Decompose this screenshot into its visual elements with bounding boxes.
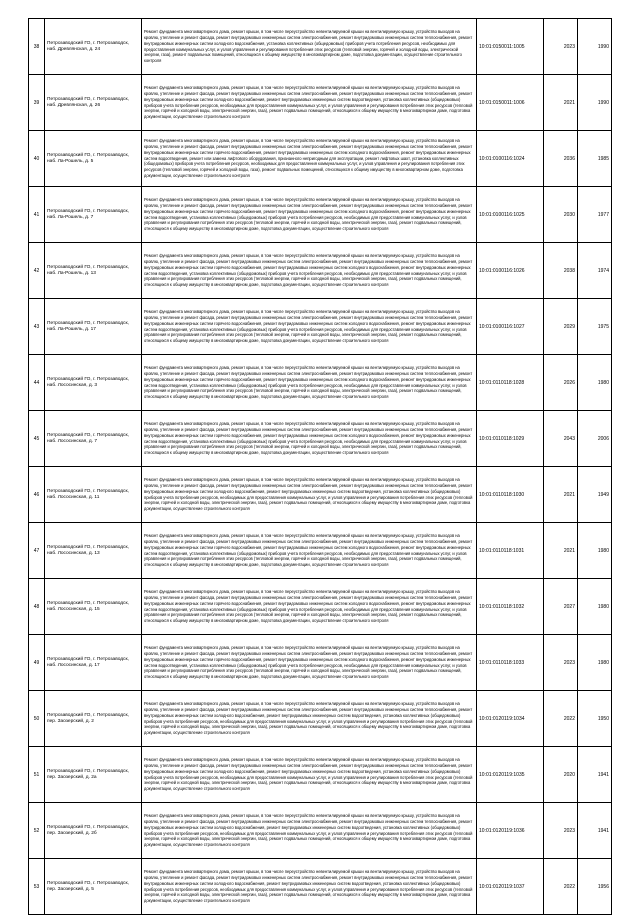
table-row: [29, 299, 612, 355]
build-year-cell: 1941: [578, 747, 612, 803]
address-cell: Петрозаводский ГО, г. Петрозаводск, наб. Ла-Рошель, д. 13: [45, 243, 142, 299]
cadastre-cell: 10:01:0110118:1030: [477, 467, 544, 523]
table-row: [29, 75, 612, 131]
repair-schedule-table: [28, 18, 612, 915]
works-text: Ремонт фундамента многоквартирного дома, ремонт крыши, в том числе переустройство невентилируемой крыши на вентилируемую крышу, устройство выходов на кровлю, утепление и ремонт фасада, ремонт внутридомовых инженерных систем электроснабжения, ремонт внутридомовых инженерных систем теплоснабжения, ремонт внутридомовых инженерных систем холодного водоснабжения, ремонт внутридомовых инженерных систем водоотведения, установка коллективных (общедомовых) приборов учета потребления ресурсов, необходимых для предоставления коммунальных услуг, и узлов управления и регулирования потребления этих ресурсов (тепловой энергии, горячей и холодной воды, электрической энергии, газа), ремонт подвальных помещений, относящихся к общему имуществу в многоквартирном доме, подготовка документации, осуществление строительного контроля: [144, 812, 473, 848]
row-number: 38: [29, 19, 45, 75]
table-row: [29, 243, 612, 299]
row-number: 53: [29, 859, 45, 915]
table-row: [29, 19, 612, 75]
cadastre-cell: 10:01:0120119:1037: [477, 859, 544, 915]
works-text: Ремонт фундамента многоквартирного дома, ремонт крыши, в том числе переустройство невентилируемой крыши на вентилируемую крышу, устройство выходов на кровлю, утепление и ремонт фасада, ремонт внутридомовых инженерных систем электроснабжения, ремонт внутридомовых инженерных систем теплоснабжения, ремонт внутридомовых инженерных систем холодного водоснабжения, ремонт внутридомовых инженерных систем водоотведения, установка коллективных (общедомовых) приборов учета потребления ресурсов, необходимых для предоставления коммунальных услуг, и узлов управления и регулирования потребления этих ресурсов (тепловой энергии, горячей и холодной воды, электрической энергии, газа), ремонт подвальных помещений, относящихся к общему имуществу в многоквартирном доме, подготовка документации, осуществление строительного контроля: [144, 756, 473, 792]
build-year-cell: 1990: [578, 19, 612, 75]
works-text: Ремонт фундамента многоквартирного дома, ремонт крыши, в том числе переустройство невентилируемой крыши на вентилируемую крышу, устройство выходов на кровлю, утепление и ремонт фасада, ремонт внутридомовых инженерных систем электроснабжения, ремонт внутридомовых инженерных систем теплоснабжения, ремонт внутридомовых инженерных систем горячего водоснабжения, ремонт внутридомовых инженерных систем холодного водоснабжения, ремонт внутридомовых инженерных систем водоотведения, установка коллективных (общедомовых) приборов учета потребления ресурсов, необходимых для предоставления коммунальных услуг, и узлов управления и регулирования потребления этих ресурсов (тепловой энергии, горячей и холодной воды, электрической энергии, газа), ремонт подвальных помещений, относящихся к общему имуществу в многоквартирном доме, подготовка документации, осуществление строительного контроля: [144, 308, 473, 344]
address-cell: Петрозаводский ГО, г. Петрозаводск, наб. Лососинская, д. 15: [45, 579, 142, 635]
works-cell: [142, 131, 477, 187]
cadastre-cell: 10:01:0120119:1036: [477, 803, 544, 859]
works-cell: [142, 299, 477, 355]
planned-year-cell: 2043: [544, 411, 578, 467]
works-text: Ремонт фундамента многоквартирного дома, ремонт крыши, в том числе переустройство невентилируемой крыши на вентилируемую крышу, устройство выходов на кровлю, утепление и ремонт фасада, ремонт внутридомовых инженерных систем электроснабжения, ремонт внутридомовых инженерных систем теплоснабжения, ремонт внутридомовых инженерных систем холодного водоснабжения, ремонт внутридомовых инженерных систем водоотведения, установка коллективных (общедомовых) приборов учета потребления ресурсов, необходимых для предоставления коммунальных услуг, и узлов управления и регулирования потребления этих ресурсов (тепловой энергии, горячей и холодной воды, электрической энергии, газа), ремонт подвальных помещений, относящихся к общему имуществу в многоквартирном доме, подготовка документации, осуществление строительного контроля: [144, 700, 473, 736]
table-row: [29, 635, 612, 691]
works-cell: [142, 187, 477, 243]
address-cell: Петрозаводский ГО, г. Петрозаводск, пер. Заозерский, д. 5: [45, 859, 142, 915]
works-text: Ремонт фундамента многоквартирного дома, ремонт крыши, в том числе переустройство невентилируемой крыши на вентилируемую крышу, устройство выходов на кровлю, утепление и ремонт фасада, ремонт внутридомовых инженерных систем электроснабжения, ремонт внутридомовых инженерных систем теплоснабжения, ремонт внутридомовых инженерных систем холодного водоснабжения, установка коллективных (общедомовых) приборов учета потребления ресурсов, необходимых для предоставления коммунальных услуг, и узлов управления и регулирования потребления этих ресурсов (тепловой энергии, горячей и холодной воды, электрической энергии, газа), ремонт подвальных помещений, относящихся к общему имуществу в многоквартирном доме, подготовка документации, осуществление строительного контроля: [144, 28, 473, 64]
address-cell: Петрозаводский ГО, г. Петрозаводск, наб. Лососинская, д. 3: [45, 355, 142, 411]
works-text: Ремонт фундамента многоквартирного дома, ремонт крыши, в том числе переустройство невентилируемой крыши на вентилируемую крышу, устройство выходов на кровлю, утепление и ремонт фасада, ремонт внутридомовых инженерных систем электроснабжения, ремонт внутридомовых инженерных систем теплоснабжения, ремонт внутридомовых инженерных систем горячего водоснабжения, ремонт внутридомовых инженерных систем холодного водоснабжения, ремонт внутридомовых инженерных систем водоотведения, установка коллективных (общедомовых) приборов учета потребления ресурсов, необходимых для предоставления коммунальных услуг, и узлов управления и регулирования потребления этих ресурсов (тепловой энергии, горячей и холодной воды, электрической энергии, газа), ремонт подвальных помещений, относящихся к общему имуществу в многоквартирном доме, подготовка документации, осуществление строительного контроля: [144, 532, 473, 568]
works-cell: [142, 243, 477, 299]
row-number: 41: [29, 187, 45, 243]
build-year-cell: 1941: [578, 803, 612, 859]
planned-year-cell: 2038: [544, 243, 578, 299]
row-number: 40: [29, 131, 45, 187]
works-text: Ремонт фундамента многоквартирного дома, ремонт крыши, в том числе переустройство невентилируемой крыши на вентилируемую крышу, устройство выходов на кровлю, утепление и ремонт фасада, ремонт внутридомовых инженерных систем электроснабжения, ремонт внутридомовых инженерных систем теплоснабжения, ремонт внутридомовых инженерных систем горячего водоснабжения, ремонт внутридомовых инженерных систем холодного водоснабжения, ремонт внутридомовых инженерных систем водоотведения, установка коллективных (общедомовых) приборов учета потребления ресурсов, необходимых для предоставления коммунальных услуг, и узлов управления и регулирования потребления этих ресурсов (тепловой энергии, горячей и холодной воды, электрической энергии, газа), ремонт подвальных помещений, относящихся к общему имуществу в многоквартирном доме, подготовка документации, осуществление строительного контроля: [144, 196, 473, 232]
row-number: 45: [29, 411, 45, 467]
cadastre-cell: 10:01:0100116:1025: [477, 187, 544, 243]
address-cell: Петрозаводский ГО, г. Петрозаводск, пер. Заозерский, д. 2а: [45, 747, 142, 803]
planned-year-cell: 2036: [544, 131, 578, 187]
cadastre-cell: 10:01:0100116:1027: [477, 299, 544, 355]
build-year-cell: 1950: [578, 691, 612, 747]
works-text: Ремонт фундамента многоквартирного дома, ремонт крыши, в том числе переустройство невентилируемой крыши на вентилируемую крышу, устройство выходов на кровлю, утепление и ремонт фасада, ремонт внутридомовых инженерных систем электроснабжения, ремонт внутридомовых инженерных систем теплоснабжения, ремонт внутридомовых инженерных систем холодного водоснабжения, ремонт внутридомовых инженерных систем водоотведения, установка коллективных (общедомовых) приборов учета потребления ресурсов, необходимых для предоставления коммунальных услуг, и узлов управления и регулирования потребления этих ресурсов (тепловой энергии, горячей и холодной воды, электрической энергии, газа), ремонт подвальных помещений, относящихся к общему имуществу в многоквартирном доме, подготовка документации, осуществление строительного контроля: [144, 868, 473, 904]
works-cell: [142, 411, 477, 467]
planned-year-cell: 2027: [544, 579, 578, 635]
planned-year-cell: 2023: [544, 803, 578, 859]
works-text: Ремонт фундамента многоквартирного дома, ремонт крыши, в том числе переустройство невентилируемой крыши на вентилируемую крышу, устройство выходов на кровлю, утепление и ремонт фасада, ремонт внутридомовых инженерных систем электроснабжения, ремонт внутридомовых инженерных систем теплоснабжения, ремонт внутридомовых инженерных систем горячего водоснабжения, ремонт внутридомовых инженерных систем холодного водоснабжения, ремонт внутридомовых инженерных систем водоотведения, установка коллективных (общедомовых) приборов учета потребления ресурсов, необходимых для предоставления коммунальных услуг, и узлов управления и регулирования потребления этих ресурсов (тепловой энергии, горячей и холодной воды, электрической энергии, газа), ремонт подвальных помещений, относящихся к общему имуществу в многоквартирном доме, подготовка документации, осуществление строительного контроля: [144, 420, 473, 456]
planned-year-cell: 2021: [544, 523, 578, 579]
build-year-cell: 1980: [578, 523, 612, 579]
row-number: 49: [29, 635, 45, 691]
address-cell: Петрозаводский ГО, г. Петрозаводск, пер. Заозерский, д. 2б: [45, 803, 142, 859]
build-year-cell: 1956: [578, 859, 612, 915]
cadastre-cell: 10:01:0110118:1031: [477, 523, 544, 579]
table-row: [29, 411, 612, 467]
row-number: 46: [29, 467, 45, 523]
cadastre-cell: 10:01:0120119:1035: [477, 747, 544, 803]
address-cell: Петрозаводский ГО, г. Петрозаводск, наб. Ла-Рошель, д. 5: [45, 131, 142, 187]
works-cell: [142, 691, 477, 747]
build-year-cell: 1980: [578, 635, 612, 691]
build-year-cell: 1985: [578, 131, 612, 187]
row-number: 39: [29, 75, 45, 131]
table-row: [29, 131, 612, 187]
planned-year-cell: 2020: [544, 747, 578, 803]
address-cell: Петрозаводский ГО, г. Петрозаводск, наб. Древлянская, д. 24: [45, 19, 142, 75]
build-year-cell: 1990: [578, 75, 612, 131]
build-year-cell: 1980: [578, 579, 612, 635]
address-cell: Петрозаводский ГО, г. Петрозаводск, наб. Лососинская, д. 17: [45, 635, 142, 691]
cadastre-cell: 10:01:0150011:1006: [477, 75, 544, 131]
row-number: 51: [29, 747, 45, 803]
works-text: Ремонт фундамента многоквартирного дома, ремонт крыши, в том числе переустройство невентилируемой крыши на вентилируемую крышу, устройство выходов на кровлю, утепление и ремонт фасада, ремонт внутридомовых инженерных систем электроснабжения, ремонт внутридомовых инженерных систем теплоснабжения, ремонт внутридомовых инженерных систем горячего водоснабжения, ремонт внутридомовых инженерных систем холодного водоснабжения, ремонт внутридомовых инженерных систем водоотведения, установка коллективных (общедомовых) приборов учета потребления ресурсов, необходимых для предоставления коммунальных услуг, и узлов управления и регулирования потребления этих ресурсов (тепловой энергии, горячей и холодной воды, электрической энергии, газа), ремонт подвальных помещений, относящихся к общему имуществу в многоквартирном доме, подготовка документации, осуществление строительного контроля: [144, 252, 473, 288]
works-cell: [142, 75, 477, 131]
build-year-cell: 1980: [578, 355, 612, 411]
works-cell: [142, 859, 477, 915]
row-number: 44: [29, 355, 45, 411]
works-text: Ремонт фундамента многоквартирного дома, ремонт крыши, в том числе переустройство невентилируемой крыши на вентилируемую крышу, устройство выходов на кровлю, утепление и ремонт фасада, ремонт внутридомовых инженерных систем электроснабжения, ремонт внутридомовых инженерных систем теплоснабжения, ремонт внутридомовых инженерных систем горячего водоснабжения, ремонт внутридомовых инженерных систем холодного водоснабжения, ремонт внутридомовых инженерных систем водоотведения, установка коллективных (общедомовых) приборов учета потребления ресурсов, необходимых для предоставления коммунальных услуг, и узлов управления и регулирования потребления этих ресурсов (тепловой энергии, горячей и холодной воды, электрической энергии, газа), ремонт подвальных помещений, относящихся к общему имуществу в многоквартирном доме, подготовка документации, осуществление строительного контроля: [144, 588, 473, 624]
works-text: Ремонт фундамента многоквартирного дома, ремонт крыши, в том числе переустройство невентилируемой крыши на вентилируемую крышу, устройство выходов на кровлю, утепление и ремонт фасада, ремонт внутридомовых инженерных систем электроснабжения, ремонт внутридомовых инженерных систем теплоснабжения, ремонт внутридомовых инженерных систем горячего водоснабжения, ремонт внутридомовых инженерных систем холодного водоснабжения, ремонт внутридомовых инженерных систем водоотведения, установка коллективных (общедомовых) приборов учета потребления ресурсов, необходимых для предоставления коммунальных услуг, и узлов управления и регулирования потребления этих ресурсов (тепловой энергии, горячей и холодной воды, электрической энергии, газа), ремонт подвальных помещений, относящихся к общему имуществу в многоквартирном доме, подготовка документации, осуществление строительного контроля: [144, 364, 473, 400]
table-row: [29, 523, 612, 579]
address-cell: Петрозаводский ГО, г. Петрозаводск, наб. Лососинская, д. 7: [45, 411, 142, 467]
planned-year-cell: 2029: [544, 299, 578, 355]
planned-year-cell: 2021: [544, 467, 578, 523]
works-cell: [142, 747, 477, 803]
cadastre-cell: 10:01:0110118:1029: [477, 411, 544, 467]
works-cell: [142, 467, 477, 523]
table-row: [29, 691, 612, 747]
works-cell: [142, 803, 477, 859]
address-cell: Петрозаводский ГО, г. Петрозаводск, наб. Ла-Рошель, д. 17: [45, 299, 142, 355]
address-cell: Петрозаводский ГО, г. Петрозаводск, наб. Древлянская, д. 26: [45, 75, 142, 131]
table-row: [29, 579, 612, 635]
works-text: Ремонт фундамента многоквартирного дома, ремонт крыши, в том числе переустройство невентилируемой крыши на вентилируемую крышу, устройство выходов на кровлю, утепление и ремонт фасада, ремонт внутридомовых инженерных систем электроснабжения, ремонт внутридомовых инженерных систем теплоснабжения, ремонт внутридомовых инженерных систем горячего водоснабжения, ремонт внутридомовых инженерных систем холодного водоснабжения, ремонт внутридомовых инженерных систем водоотведения, установка коллективных (общедомовых) приборов учета потребления ресурсов, необходимых для предоставления коммунальных услуг, и узлов управления и регулирования потребления этих ресурсов (тепловой энергии, горячей и холодной воды, электрической энергии, газа), ремонт подвальных помещений, относящихся к общему имуществу в многоквартирном доме, подготовка документации, осуществление строительного контроля: [144, 644, 473, 680]
table-row: [29, 467, 612, 523]
address-cell: Петрозаводский ГО, г. Петрозаводск, пер. Заозерский, д. 2: [45, 691, 142, 747]
row-number: 52: [29, 803, 45, 859]
table-row: [29, 803, 612, 859]
planned-year-cell: 2022: [544, 691, 578, 747]
works-cell: [142, 19, 477, 75]
works-cell: [142, 355, 477, 411]
works-cell: [142, 523, 477, 579]
works-cell: [142, 579, 477, 635]
build-year-cell: 1974: [578, 243, 612, 299]
cadastre-cell: 10:01:0110118:1028: [477, 355, 544, 411]
planned-year-cell: 2021: [544, 75, 578, 131]
table-row: [29, 747, 612, 803]
cadastre-cell: 10:01:0120119:1034: [477, 691, 544, 747]
build-year-cell: 2006: [578, 411, 612, 467]
row-number: 48: [29, 579, 45, 635]
cadastre-cell: 10:01:0100116:1026: [477, 243, 544, 299]
build-year-cell: 1977: [578, 187, 612, 243]
planned-year-cell: 2023: [544, 635, 578, 691]
table-row: [29, 859, 612, 915]
cadastre-cell: 10:01:0150011:1005: [477, 19, 544, 75]
planned-year-cell: 2023: [544, 19, 578, 75]
table-row: [29, 187, 612, 243]
table-body: [29, 19, 612, 915]
works-text: Ремонт фундамента многоквартирного дома, ремонт крыши, в том числе переустройство невентилируемой крыши на вентилируемую крышу, устройство выходов на кровлю, утепление и ремонт фасада, ремонт внутридомовых инженерных систем электроснабжения, ремонт внутридомовых инженерных систем теплоснабжения, ремонт внутридомовых инженерных систем холодного водоснабжения, ремонт внутридомовых инженерных систем водоотведения, установка коллективных (общедомовых) приборов учета потребления ресурсов, необходимых для предоставления коммунальных услуг, и узлов управления и регулирования потребления этих ресурсов (тепловой энергии, горячей и холодной воды, электрической энергии, газа), ремонт подвальных помещений, относящихся к общему имуществу в многоквартирном доме, подготовка документации, осуществление строительного контроля: [144, 476, 473, 512]
cadastre-cell: 10:01:0110118:1032: [477, 579, 544, 635]
address-cell: Петрозаводский ГО, г. Петрозаводск, наб. Лососинская, д. 13: [45, 523, 142, 579]
row-number: 50: [29, 691, 45, 747]
row-number: 47: [29, 523, 45, 579]
works-cell: [142, 635, 477, 691]
planned-year-cell: 2030: [544, 187, 578, 243]
row-number: 42: [29, 243, 45, 299]
works-text: Ремонт фундамента многоквартирного дома, ремонт крыши, в том числе переустройство невентилируемой крыши на вентилируемую крышу, устройство выходов на кровлю, утепление и ремонт фасада, ремонт внутридомовых инженерных систем электроснабжения, ремонт внутридомовых инженерных систем теплоснабжения, ремонт внутридомовых инженерных систем холодного водоснабжения, ремонт внутридомовых инженерных систем водоотведения, установка коллективных (общедомовых) приборов учета потребления ресурсов, необходимых для предоставления коммунальных услуг, и узлов управления и регулирования потребления этих ресурсов (тепловой энергии, горячей и холодной воды, электрической энергии, газа), ремонт подвальных помещений, относящихся к общему имуществу в многоквартирном доме, подготовка документации, осуществление строительного контроля: [144, 84, 473, 120]
build-year-cell: 1949: [578, 467, 612, 523]
address-cell: Петрозаводский ГО, г. Петрозаводск, наб. Лососинская, д. 11: [45, 467, 142, 523]
row-number: 43: [29, 299, 45, 355]
cadastre-cell: 10:01:0110118:1033: [477, 635, 544, 691]
address-cell: Петрозаводский ГО, г. Петрозаводск, наб. Ла-Рошель, д. 7: [45, 187, 142, 243]
works-text: Ремонт фундамента многоквартирного дома, ремонт крыши, в том числе переустройство невентилируемой крыши на вентилируемую крышу, устройство выходов на кровлю, утепление и ремонт фасада, ремонт внутридомовых инженерных систем электроснабжения, ремонт внутридомовых инженерных систем теплоснабжения, ремонт внутридомовых инженерных систем горячего водоснабжения, ремонт внутридомовых инженерных систем холодного водоснабжения, ремонт внутридомовых инженерных систем водоотведения, ремонт или замена лифтового оборудования, признанного непригодным для эксплуатации, ремонт лифтовых шахт, установка коллективных (общедомовых) приборов учета потребления ресурсов, необходимых для предоставления коммунальных услуг, и узлов управления и регулирования потребления этих ресурсов (тепловой энергии, горячей и холодной воды, газа), ремонт подвальных помещений, относящихся к общему имуществу в многоквартирном доме, подготовка документации, осуществление строительного контроля: [144, 138, 473, 179]
planned-year-cell: 2022: [544, 859, 578, 915]
planned-year-cell: 2026: [544, 355, 578, 411]
cadastre-cell: 10:01:0100116:1024: [477, 131, 544, 187]
build-year-cell: 1975: [578, 299, 612, 355]
table-row: [29, 355, 612, 411]
